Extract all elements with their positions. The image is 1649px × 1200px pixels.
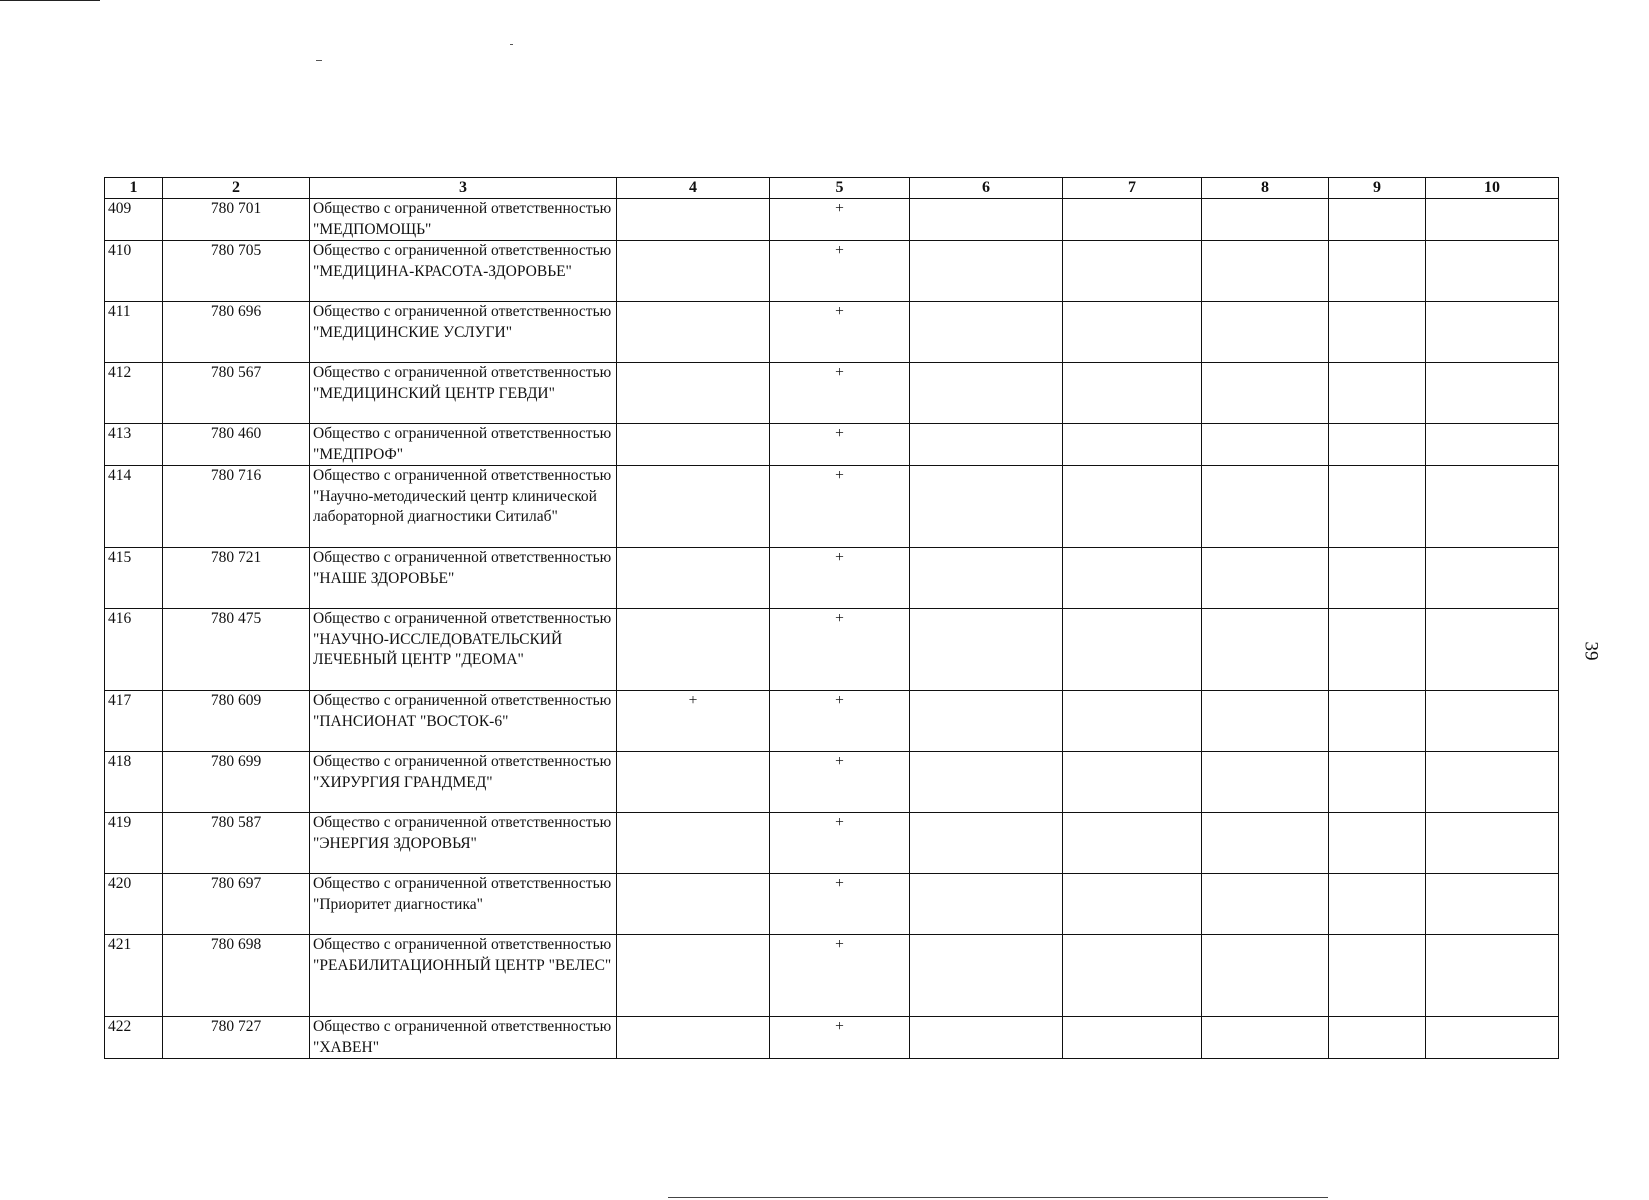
column-5-mark-cell: + (770, 363, 910, 424)
table-row (105, 813, 1559, 874)
organization-name-cell: Общество с ограниченной ответственностью "НАУЧНО-ИССЛЕДОВАТЕЛЬСКИЙ ЛЕЧЕБНЫЙ ЦЕНТР "ДЕОМА" (310, 609, 617, 691)
column-6-cell (910, 752, 1063, 813)
column-6-cell (910, 363, 1063, 424)
column-8-cell (1202, 691, 1329, 752)
column-4-mark-cell (617, 424, 770, 466)
column-5-mark-cell: + (770, 1017, 910, 1059)
column-5-mark-cell: + (770, 241, 910, 302)
column-5-mark-cell: + (770, 691, 910, 752)
column-9-cell (1329, 241, 1426, 302)
column-6-cell (910, 691, 1063, 752)
column-4-mark-cell (617, 363, 770, 424)
table-row (105, 752, 1559, 813)
column-6-cell (910, 548, 1063, 609)
organization-name-cell: Общество с ограниченной ответственностью "МЕДИЦИНА-КРАСОТА-ЗДОРОВЬЕ" (310, 241, 617, 302)
column-8-cell (1202, 424, 1329, 466)
organization-name-cell: Общество с ограниченной ответственностью "НАШЕ ЗДОРОВЬЕ" (310, 548, 617, 609)
column-4-mark-cell (617, 302, 770, 363)
column-9-cell (1329, 363, 1426, 424)
registry-code-cell: 780 696 (163, 302, 310, 363)
column-8-cell (1202, 241, 1329, 302)
column-5-mark-cell: + (770, 548, 910, 609)
column-9-cell (1329, 424, 1426, 466)
table-row (105, 609, 1559, 691)
column-header-6: 6 (910, 178, 1063, 199)
column-7-cell (1063, 548, 1202, 609)
organization-name-cell: Общество с ограниченной ответственностью "ХАВЕН" (310, 1017, 617, 1059)
column-header-4: 4 (617, 178, 770, 199)
row-number-cell: 418 (105, 752, 163, 813)
column-5-mark-cell: + (770, 935, 910, 1017)
column-header-7: 7 (1063, 178, 1202, 199)
column-9-cell (1329, 199, 1426, 241)
column-9-cell (1329, 874, 1426, 935)
column-7-cell (1063, 752, 1202, 813)
column-10-cell (1426, 363, 1559, 424)
registry-code-cell: 780 587 (163, 813, 310, 874)
column-10-cell (1426, 548, 1559, 609)
row-number-cell: 413 (105, 424, 163, 466)
column-7-cell (1063, 241, 1202, 302)
registry-code-cell: 780 697 (163, 874, 310, 935)
column-10-cell (1426, 241, 1559, 302)
column-4-mark-cell: + (617, 691, 770, 752)
organization-name-cell: Общество с ограниченной ответственностью "Научно-методический центр клинической лабораторной диагностики Ситилаб" (310, 466, 617, 548)
column-6-cell (910, 199, 1063, 241)
row-number-cell: 415 (105, 548, 163, 609)
row-number-cell: 411 (105, 302, 163, 363)
row-number-cell: 421 (105, 935, 163, 1017)
column-header-9: 9 (1329, 178, 1426, 199)
column-8-cell (1202, 363, 1329, 424)
column-8-cell (1202, 935, 1329, 1017)
organization-name-cell: Общество с ограниченной ответственностью "ЭНЕРГИЯ ЗДОРОВЬЯ" (310, 813, 617, 874)
registry-code-cell: 780 698 (163, 935, 310, 1017)
column-5-mark-cell: + (770, 609, 910, 691)
column-8-cell (1202, 466, 1329, 548)
column-10-cell (1426, 199, 1559, 241)
row-number-cell: 419 (105, 813, 163, 874)
column-4-mark-cell (617, 609, 770, 691)
organization-name-cell: Общество с ограниченной ответственностью "МЕДИЦИНСКИЙ ЦЕНТР ГЕВДИ" (310, 363, 617, 424)
column-10-cell (1426, 609, 1559, 691)
column-5-mark-cell: + (770, 199, 910, 241)
column-header-10: 10 (1426, 178, 1559, 199)
column-7-cell (1063, 691, 1202, 752)
column-7-cell (1063, 363, 1202, 424)
column-9-cell (1329, 813, 1426, 874)
scan-artifact-top-line (0, 0, 100, 1)
registry-code-cell: 780 460 (163, 424, 310, 466)
column-8-cell (1202, 1017, 1329, 1059)
column-4-mark-cell (617, 1017, 770, 1059)
column-4-mark-cell (617, 199, 770, 241)
registry-code-cell: 780 699 (163, 752, 310, 813)
column-8-cell (1202, 874, 1329, 935)
column-10-cell (1426, 691, 1559, 752)
organization-name-cell: Общество с ограниченной ответственностью "ПАНСИОНАТ "ВОСТОК-6" (310, 691, 617, 752)
table-header (105, 178, 1559, 199)
row-number-cell: 420 (105, 874, 163, 935)
column-10-cell (1426, 813, 1559, 874)
column-10-cell (1426, 935, 1559, 1017)
column-header-1: 1 (105, 178, 163, 199)
registry-code-cell: 780 705 (163, 241, 310, 302)
page-number: 39 (1580, 641, 1602, 661)
organization-name-cell: Общество с ограниченной ответственностью "МЕДПОМОЩЬ" (310, 199, 617, 241)
table-row (105, 466, 1559, 548)
table-row (105, 241, 1559, 302)
column-9-cell (1329, 548, 1426, 609)
row-number-cell: 414 (105, 466, 163, 548)
column-8-cell (1202, 609, 1329, 691)
row-number-cell: 422 (105, 1017, 163, 1059)
column-4-mark-cell (617, 548, 770, 609)
row-number-cell: 412 (105, 363, 163, 424)
column-8-cell (1202, 813, 1329, 874)
column-7-cell (1063, 813, 1202, 874)
column-4-mark-cell (617, 466, 770, 548)
column-7-cell (1063, 874, 1202, 935)
column-header-3: 3 (310, 178, 617, 199)
table-row (105, 874, 1559, 935)
column-9-cell (1329, 935, 1426, 1017)
table-row (105, 424, 1559, 466)
column-4-mark-cell (617, 874, 770, 935)
column-4-mark-cell (617, 935, 770, 1017)
registry-code-cell: 780 701 (163, 199, 310, 241)
column-7-cell (1063, 935, 1202, 1017)
column-8-cell (1202, 752, 1329, 813)
column-6-cell (910, 424, 1063, 466)
registry-code-cell: 780 609 (163, 691, 310, 752)
header-row (105, 178, 1559, 199)
row-number-cell: 409 (105, 199, 163, 241)
organization-name-cell: Общество с ограниченной ответственностью "Приоритет диагностика" (310, 874, 617, 935)
table-row (105, 199, 1559, 241)
column-8-cell (1202, 548, 1329, 609)
scan-artifact-dot (510, 44, 513, 45)
column-8-cell (1202, 302, 1329, 363)
registry-code-cell: 780 475 (163, 609, 310, 691)
row-number-cell: 417 (105, 691, 163, 752)
column-8-cell (1202, 199, 1329, 241)
column-7-cell (1063, 199, 1202, 241)
column-6-cell (910, 302, 1063, 363)
column-5-mark-cell: + (770, 302, 910, 363)
column-10-cell (1426, 1017, 1559, 1059)
column-7-cell (1063, 302, 1202, 363)
column-header-8: 8 (1202, 178, 1329, 199)
column-10-cell (1426, 874, 1559, 935)
column-10-cell (1426, 466, 1559, 548)
organization-name-cell: Общество с ограниченной ответственностью "РЕАБИЛИТАЦИОННЫЙ ЦЕНТР "ВЕЛЕС" (310, 935, 617, 1017)
column-9-cell (1329, 302, 1426, 363)
column-7-cell (1063, 1017, 1202, 1059)
table-row (105, 548, 1559, 609)
registry-code-cell: 780 716 (163, 466, 310, 548)
column-6-cell (910, 466, 1063, 548)
table-row (105, 1017, 1559, 1059)
table-row (105, 691, 1559, 752)
column-5-mark-cell: + (770, 813, 910, 874)
table-row (105, 363, 1559, 424)
registry-code-cell: 780 727 (163, 1017, 310, 1059)
column-header-2: 2 (163, 178, 310, 199)
column-6-cell (910, 1017, 1063, 1059)
column-9-cell (1329, 752, 1426, 813)
column-6-cell (910, 874, 1063, 935)
organization-name-cell: Общество с ограниченной ответственностью "МЕДИЦИНСКИЕ УСЛУГИ" (310, 302, 617, 363)
column-10-cell (1426, 302, 1559, 363)
column-9-cell (1329, 691, 1426, 752)
column-6-cell (910, 935, 1063, 1017)
scan-artifact-dot (316, 60, 322, 61)
column-9-cell (1329, 1017, 1426, 1059)
registry-code-cell: 780 567 (163, 363, 310, 424)
column-6-cell (910, 241, 1063, 302)
organization-name-cell: Общество с ограниченной ответственностью "ХИРУРГИЯ ГРАНДМЕД" (310, 752, 617, 813)
column-5-mark-cell: + (770, 752, 910, 813)
row-number-cell: 416 (105, 609, 163, 691)
table-row (105, 302, 1559, 363)
row-number-cell: 410 (105, 241, 163, 302)
registry-table (104, 177, 1559, 1059)
column-5-mark-cell: + (770, 424, 910, 466)
table-body (105, 199, 1559, 1059)
column-6-cell (910, 609, 1063, 691)
column-5-mark-cell: + (770, 874, 910, 935)
scan-artifact-bottom-line (668, 1197, 1328, 1198)
column-header-5: 5 (770, 178, 910, 199)
column-7-cell (1063, 424, 1202, 466)
column-5-mark-cell: + (770, 466, 910, 548)
column-4-mark-cell (617, 752, 770, 813)
column-9-cell (1329, 466, 1426, 548)
column-6-cell (910, 813, 1063, 874)
column-10-cell (1426, 424, 1559, 466)
column-7-cell (1063, 466, 1202, 548)
column-9-cell (1329, 609, 1426, 691)
column-10-cell (1426, 752, 1559, 813)
registry-code-cell: 780 721 (163, 548, 310, 609)
table-row (105, 935, 1559, 1017)
column-7-cell (1063, 609, 1202, 691)
column-4-mark-cell (617, 241, 770, 302)
organization-name-cell: Общество с ограниченной ответственностью "МЕДПРОФ" (310, 424, 617, 466)
column-4-mark-cell (617, 813, 770, 874)
